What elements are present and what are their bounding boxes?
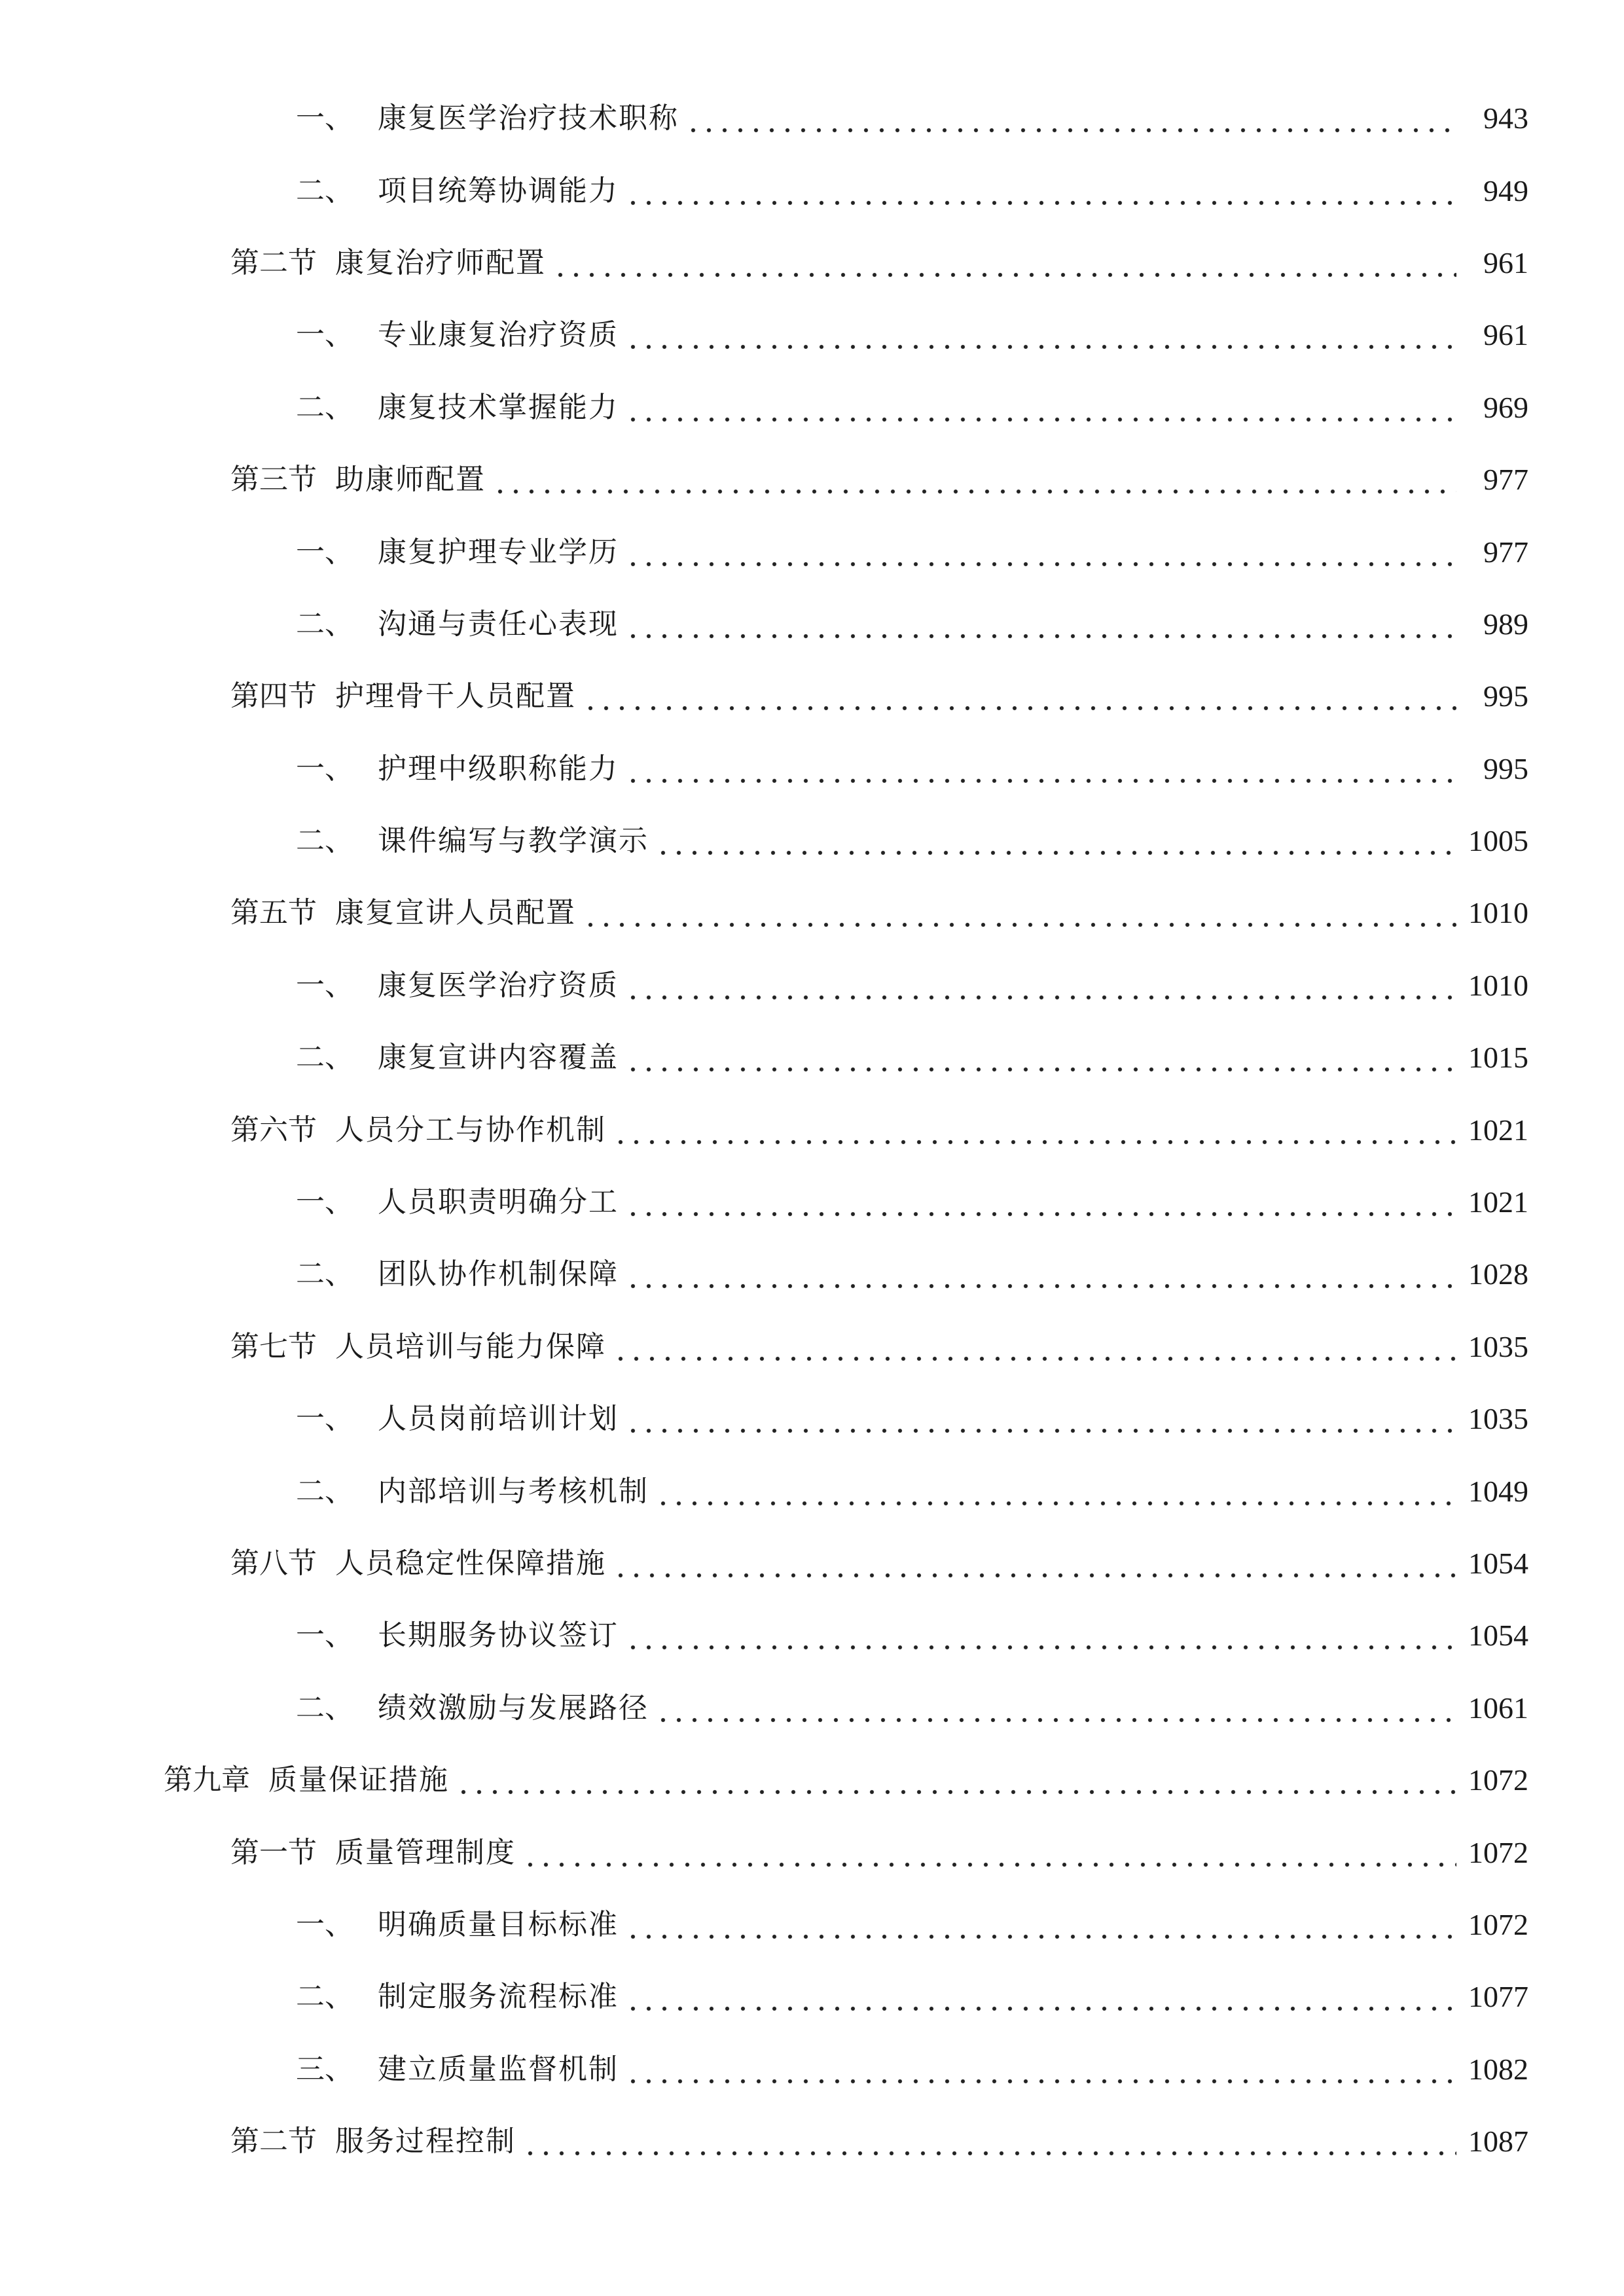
toc-entry-title: 团队协作机制保障 <box>378 1257 619 1291</box>
toc-dot-leader <box>625 2050 1456 2089</box>
toc-dot-leader <box>625 966 1456 1005</box>
toc-page-number: 943 <box>1483 101 1528 135</box>
toc-page-number: 977 <box>1483 535 1528 569</box>
toc-entry-number: 第二节 <box>230 245 317 279</box>
toc-entry-title: 绩效激励与发展路径 <box>378 1691 649 1725</box>
toc-entry-item[interactable] <box>0 154 1624 226</box>
toc-page-number: 1035 <box>1468 1402 1528 1436</box>
toc-entry-item[interactable] <box>0 1238 1624 1310</box>
toc-dot-leader <box>613 1111 1456 1150</box>
toc-entry-title: 建立质量监督机制 <box>378 2052 619 2086</box>
toc-page-number: 989 <box>1483 607 1528 641</box>
toc-entry-number: 一、 <box>296 1402 353 1436</box>
toc-entry-number: 第四节 <box>230 679 317 713</box>
toc-dot-leader <box>625 315 1456 355</box>
toc-entry-number: 二、 <box>296 1691 353 1725</box>
toc-page-number: 1082 <box>1468 2052 1528 2086</box>
toc-entry-title: 康复宣讲人员配置 <box>335 896 576 930</box>
toc-entry-number: 第一节 <box>230 1835 317 1869</box>
toc-page-number: 1054 <box>1468 1619 1528 1653</box>
toc-page-number: 1072 <box>1468 1907 1528 1941</box>
toc-page-number: 995 <box>1483 679 1528 713</box>
toc-entry-title: 内部培训与考核机制 <box>378 1474 649 1508</box>
toc-page-number: 961 <box>1483 245 1528 279</box>
toc-entry-item[interactable] <box>0 1600 1624 1672</box>
toc-page-number: 1077 <box>1468 1980 1528 2014</box>
toc-entry-item[interactable] <box>0 1889 1624 1961</box>
toc-dot-leader <box>613 1327 1456 1367</box>
toc-page-number: 977 <box>1483 463 1528 497</box>
toc-dot-leader <box>625 533 1456 572</box>
toc-entry-title: 人员职责明确分工 <box>378 1185 619 1219</box>
toc-page-number: 1015 <box>1468 1041 1528 1075</box>
toc-entry-number: 二、 <box>296 1257 353 1291</box>
toc-entry-number: 一、 <box>296 968 353 1002</box>
toc-entry-section[interactable] <box>0 1094 1624 1166</box>
toc-page-number: 995 <box>1483 751 1528 785</box>
toc-entry-title: 康复技术掌握能力 <box>378 390 619 424</box>
toc-entry-item[interactable] <box>0 1383 1624 1455</box>
toc-entry-title: 护理中级职称能力 <box>378 751 619 785</box>
toc-entry-title: 质量保证措施 <box>268 1763 449 1797</box>
toc-entry-section[interactable] <box>0 1311 1624 1383</box>
toc-entry-item[interactable] <box>0 372 1624 444</box>
toc-entry-title: 课件编写与教学演示 <box>378 824 649 858</box>
toc-entry-number: 一、 <box>296 101 353 135</box>
toc-dot-leader <box>552 243 1456 283</box>
toc-dot-leader <box>655 1472 1456 1511</box>
toc-entry-number: 二、 <box>296 173 353 207</box>
toc-dot-leader <box>625 1616 1456 1655</box>
toc-entry-section[interactable] <box>0 1816 1624 1888</box>
toc-page-number: 969 <box>1483 390 1528 424</box>
toc-entry-title: 明确质量目标标准 <box>378 1907 619 1941</box>
toc-dot-leader <box>625 171 1456 211</box>
toc-entry-title: 人员稳定性保障措施 <box>335 1547 606 1580</box>
toc-dot-leader <box>625 1977 1456 2017</box>
toc-page-number: 1061 <box>1468 1691 1528 1725</box>
toc-entry-section[interactable] <box>0 660 1624 732</box>
toc-entry-number: 第五节 <box>230 896 317 930</box>
toc-dot-leader <box>625 1255 1456 1294</box>
table-of-contents <box>0 82 1624 2178</box>
toc-page-number: 1010 <box>1468 896 1528 930</box>
toc-entry-number: 第六节 <box>230 1113 317 1147</box>
toc-entry-number: 第八节 <box>230 1547 317 1580</box>
toc-entry-number: 二、 <box>296 607 353 641</box>
toc-entry-title: 长期服务协议签订 <box>378 1619 619 1653</box>
toc-entry-item[interactable] <box>0 1961 1624 2033</box>
toc-dot-leader <box>625 1183 1456 1222</box>
toc-entry-number: 二、 <box>296 1041 353 1075</box>
toc-page-number: 1054 <box>1468 1547 1528 1580</box>
toc-dot-leader <box>583 677 1456 716</box>
toc-entry-title: 项目统筹协调能力 <box>378 173 619 207</box>
toc-page-number: 1072 <box>1468 1763 1528 1797</box>
toc-page-number: 1028 <box>1468 1257 1528 1291</box>
toc-entry-title: 专业康复治疗资质 <box>378 318 619 352</box>
toc-dot-leader <box>685 99 1456 138</box>
toc-page-number: 949 <box>1483 173 1528 207</box>
toc-dot-leader <box>456 1761 1456 1800</box>
toc-entry-title: 助康师配置 <box>335 463 486 497</box>
toc-entry-section[interactable] <box>0 1528 1624 1600</box>
toc-entry-item[interactable] <box>0 950 1624 1022</box>
toc-dot-leader <box>655 1689 1456 1728</box>
toc-entry-chapter[interactable] <box>0 1744 1624 1816</box>
toc-entry-number: 二、 <box>296 1474 353 1508</box>
toc-entry-number: 二、 <box>296 824 353 858</box>
toc-entry-number: 三、 <box>296 2052 353 2086</box>
toc-entry-number: 一、 <box>296 751 353 785</box>
toc-dot-leader <box>522 1833 1456 1873</box>
toc-dot-leader <box>625 749 1456 789</box>
toc-entry-title: 康复治疗师配置 <box>335 245 546 279</box>
toc-entry-title: 服务过程控制 <box>335 2125 516 2159</box>
toc-entry-number: 第二节 <box>230 2125 317 2159</box>
toc-entry-number: 一、 <box>296 535 353 569</box>
toc-entry-title: 人员分工与协作机制 <box>335 1113 606 1147</box>
toc-entry-number: 二、 <box>296 390 353 424</box>
toc-page-number: 1087 <box>1468 2125 1528 2159</box>
toc-entry-title: 人员岗前培训计划 <box>378 1402 619 1436</box>
toc-page-number: 1010 <box>1468 968 1528 1002</box>
toc-page-number: 1072 <box>1468 1835 1528 1869</box>
toc-entry-number: 二、 <box>296 1980 353 2014</box>
toc-entry-number: 一、 <box>296 318 353 352</box>
toc-dot-leader <box>583 893 1456 933</box>
toc-entry-item[interactable] <box>0 588 1624 660</box>
toc-entry-item[interactable] <box>0 1022 1624 1094</box>
toc-page-number: 1049 <box>1468 1474 1528 1508</box>
toc-entry-item[interactable] <box>0 805 1624 877</box>
toc-entry-item[interactable] <box>0 1672 1624 1744</box>
toc-page-number: 1035 <box>1468 1329 1528 1363</box>
toc-entry-title: 康复护理专业学历 <box>378 535 619 569</box>
toc-dot-leader <box>613 1544 1456 1583</box>
toc-entry-item[interactable] <box>0 1166 1624 1238</box>
toc-entry-item[interactable] <box>0 516 1624 588</box>
toc-entry-title: 康复医学治疗技术职称 <box>378 101 679 135</box>
toc-page-number: 1021 <box>1468 1113 1528 1147</box>
toc-entry-item[interactable] <box>0 2034 1624 2106</box>
toc-dot-leader <box>655 821 1456 861</box>
toc-entry-title: 沟通与责任心表现 <box>378 607 619 641</box>
toc-entry-section[interactable] <box>0 877 1624 949</box>
toc-dot-leader <box>625 1038 1456 1077</box>
toc-dot-leader <box>625 388 1456 427</box>
toc-entry-number: 第七节 <box>230 1329 317 1363</box>
toc-entry-number: 一、 <box>296 1185 353 1219</box>
toc-entry-item[interactable] <box>0 299 1624 371</box>
toc-entry-item[interactable] <box>0 1455 1624 1527</box>
toc-entry-section[interactable] <box>0 227 1624 299</box>
toc-entry-title: 制定服务流程标准 <box>378 1980 619 2014</box>
toc-entry-number: 第三节 <box>230 463 317 497</box>
toc-page-number: 1021 <box>1468 1185 1528 1219</box>
toc-entry-title: 康复医学治疗资质 <box>378 968 619 1002</box>
toc-dot-leader <box>492 460 1456 499</box>
toc-entry-title: 人员培训与能力保障 <box>335 1329 606 1363</box>
toc-entry-title: 质量管理制度 <box>335 1835 516 1869</box>
toc-dot-leader <box>625 605 1456 644</box>
toc-entry-title: 护理骨干人员配置 <box>335 679 576 713</box>
toc-entry-item[interactable] <box>0 82 1624 154</box>
toc-entry-section[interactable] <box>0 2106 1624 2178</box>
toc-entry-section[interactable] <box>0 444 1624 516</box>
toc-entry-number: 一、 <box>296 1619 353 1653</box>
toc-entry-title: 康复宣讲内容覆盖 <box>378 1041 619 1075</box>
toc-entry-number: 第九章 <box>164 1763 250 1797</box>
toc-dot-leader <box>522 2122 1456 2161</box>
toc-dot-leader <box>625 1399 1456 1439</box>
toc-entry-number: 一、 <box>296 1907 353 1941</box>
toc-entry-item[interactable] <box>0 733 1624 805</box>
toc-dot-leader <box>625 1905 1456 1945</box>
toc-page-number: 961 <box>1483 318 1528 352</box>
toc-page-number: 1005 <box>1468 824 1528 858</box>
